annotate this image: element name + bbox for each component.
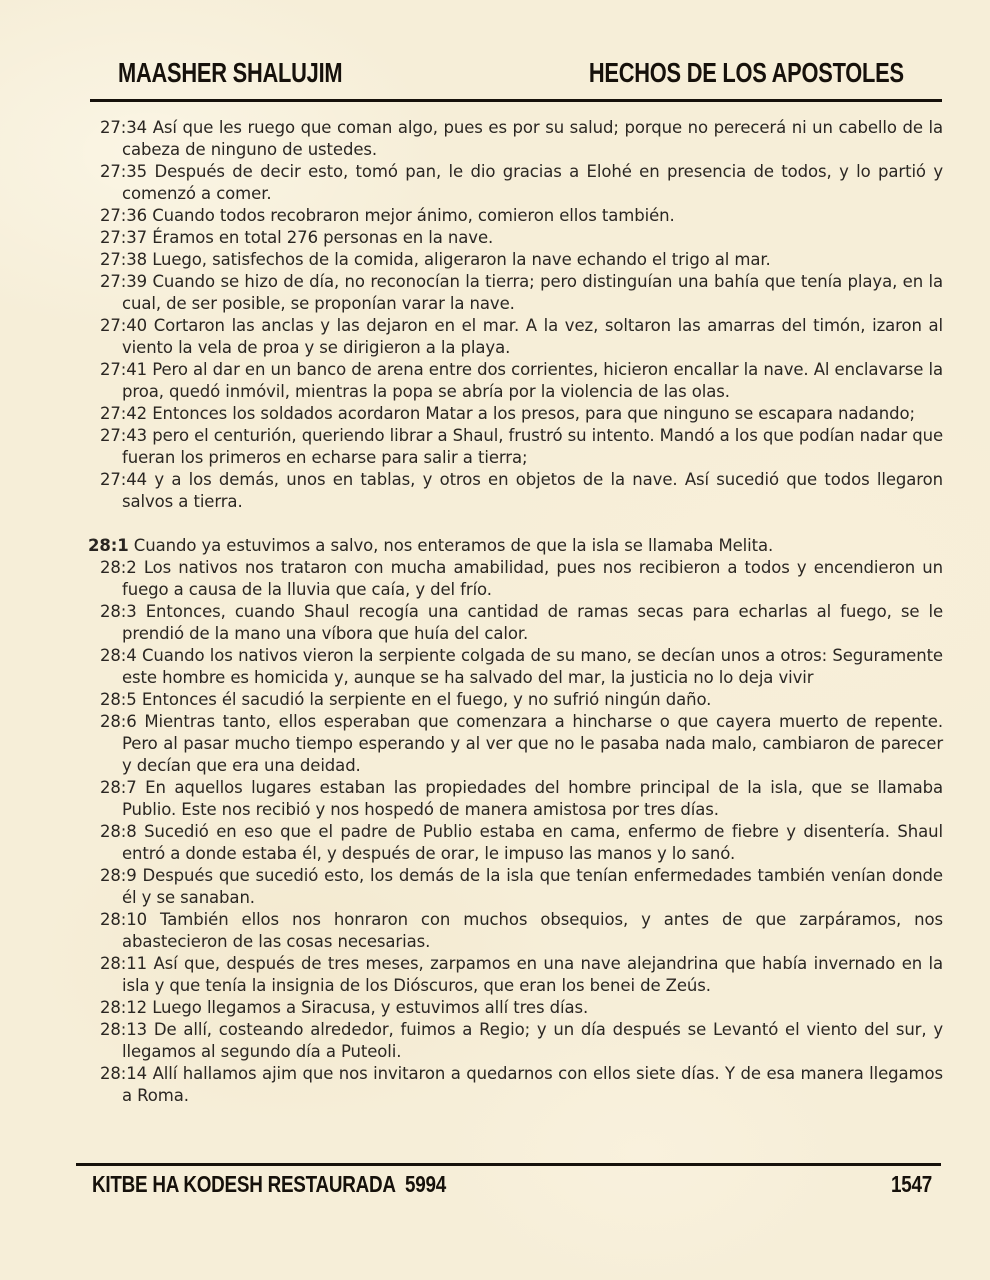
verse-number: 27:39 [100,272,148,291]
verse-text: Cuando se hizo de día, no reconocían la tierra; pero distinguían una bahía que tenía playa, en la cual, de ser posible, se proponían varar la nave. [122,272,943,313]
verse-paragraph [100,865,943,909]
verse-paragraph [100,1019,943,1063]
verse-paragraph [100,1063,943,1107]
verse-paragraph [100,161,943,205]
verse-number: 28:13 [100,1020,148,1039]
verse-number: 28:3 [100,602,137,621]
verse-text: pero el centurión, queriendo librar a Shaul, frustró su intento. Mandó a los que podían nadar que fueran los primeros en echarse para salir a tierra; [122,426,943,467]
verse-text: Así que les ruego que coman algo, pues es por su salud; porque no perecerá ni un cabello de la cabeza de ninguno de ustedes. [122,118,943,159]
verse-text: Así que, después de tres meses, zarpamos en una nave alejandrina que había invernado en la isla y que tenía la insignia de los Dióscuros, que eran los benei de Zeús. [122,954,944,995]
verse-paragraph [100,249,943,271]
verse-number: 28:8 [100,822,137,841]
verse-number: 28:1 [88,536,129,555]
page-footer [92,1171,932,1198]
verse-number: 28:5 [100,690,137,709]
footer-page-number: 1547 [891,1171,932,1197]
verse-paragraph [100,953,943,997]
verse-text: Cortaron las anclas y las dejaron en el mar. A la vez, soltaron las amarras del timón, izaron al viento la vela de proa y se dirigieron a la playa. [122,316,943,357]
verse-text: Pero al dar en un banco de arena entre dos corrientes, hicieron encallar la nave. Al enclavarse la proa, quedó inmóvil, mientras la popa se abría por la violencia de las olas. [122,360,943,401]
verse-number: 27:35 [100,162,148,181]
verse-text: Sucedió en eso que el padre de Publio estaba en cama, enfermo de fiebre y disentería. Shaul entró a donde estaba él, y después de orar, le impuso las manos y lo sanó. [122,822,943,863]
header-left-title: MAASHER SHALUJIM [118,57,343,88]
verse-text: Entonces los soldados acordaron Matar a los presos, para que ninguno se escapara nadando; [152,404,915,423]
header-right-title: HECHOS DE LOS APOSTOLES [589,57,904,88]
verse-number: 27:43 [100,426,148,445]
verse-text: Los nativos nos trataron con mucha amabilidad, pues nos recibieron a todos y encendieron un fuego a causa de la lluvia que caía, y del frío. [122,558,943,599]
verse-paragraph [100,117,943,161]
verse-paragraph [100,469,943,513]
verse-text: Mientras tanto, ellos esperaban que comenzara a hincharse o que cayera muerto de repente. Pero al pasar mucho tiempo esperando y al ver que no le pasaba nada malo, cambiaron de parecer y decían que era una deidad. [122,712,943,775]
verse-number: 27:34 [100,118,148,137]
verse-text: En aquellos lugares estaban las propiedades del hombre principal de la isla, que se llamaba Publio. Este nos recibió y nos hospedó de manera amistosa por tres días. [122,778,943,819]
verse-text: Cuando todos recobraron mejor ánimo, comieron ellos también. [152,206,675,225]
verse-number: 27:44 [100,470,148,489]
verse-paragraph [100,689,943,711]
verse-text: Luego llegamos a Siracusa, y estuvimos allí tres días. [152,998,589,1017]
verse-number: 27:37 [100,228,148,247]
verse-paragraph [100,909,943,953]
verse-paragraph [100,403,943,425]
verse-paragraph [100,271,943,315]
header-divider-rule [90,99,942,102]
verse-paragraph [100,425,943,469]
footer-edition-label: KITBE HA KODESH RESTAURADA 5994 [92,1171,447,1197]
verse-paragraph [100,711,943,777]
verse-text: Después de decir esto, tomó pan, le dio gracias a Elohé en presencia de todos, y lo partió y comenzó a comer. [122,162,943,203]
verse-text: Entonces, cuando Shaul recogía una cantidad de ramas secas para echarlas al fuego, se le prendió de la mano una víbora que huía del calor. [122,602,943,643]
verse-text: y a los demás, unos en tablas, y otros en objetos de la nave. Así sucedió que todos llegaron salvos a tierra. [122,470,943,511]
verse-text: Cuando los nativos vieron la serpiente colgada de su mano, se decían unos a otros: Seguramente este hombre es homicida y, aunque se ha salvado del mar, la justicia no lo deja vivir [122,646,943,687]
verse-paragraph [100,315,943,359]
verse-number: 27:38 [100,250,148,269]
verse-number: 28:4 [100,646,137,665]
verse-text: También ellos nos honraron con muchos obsequios, y antes de que zarpáramos, nos abastecieron de las cosas necesarias. [122,910,943,951]
verse-number: 28:2 [100,558,137,577]
verse-number: 28:12 [100,998,148,1017]
verse-text: Entonces él sacudió la serpiente en el fuego, y no sufrió ningún daño. [141,690,712,709]
verse-paragraph [100,645,943,689]
page-header [118,57,904,87]
verse-number: 28:9 [100,866,137,885]
verse-number: 28:7 [100,778,137,797]
verse-number: 28:10 [100,910,148,929]
verse-text: Allí hallamos ajim que nos invitaron a quedarnos con ellos siete días. Y de esa manera llegamos a Roma. [122,1064,943,1105]
verse-number: 28:14 [100,1064,148,1083]
verse-paragraph [88,535,943,557]
verse-paragraph [100,557,943,601]
footer-divider-rule [76,1163,941,1166]
verse-number: 27:40 [100,316,148,335]
verse-paragraph [100,227,943,249]
verse-text: Después que sucedió esto, los demás de la isla que tenían enfermedades también venían donde él y se sanaban. [122,866,943,907]
verse-text: Éramos en total 276 personas en la nave. [152,228,494,247]
verse-paragraph [100,997,943,1019]
verse-number: 28:11 [100,954,148,973]
verse-number: 27:41 [100,360,148,379]
verse-text: Cuando ya estuvimos a salvo, nos enteramos de que la isla se llamaba Melita. [133,536,774,555]
verse-paragraph [100,821,943,865]
verse-list [88,117,944,1107]
verse-number: 27:36 [100,206,148,225]
verse-text: De allí, costeando alrededor, fuimos a Regio; y un día después se Levantó el viento del sur, y llegamos al segundo día a Puteoli. [122,1020,943,1061]
verse-paragraph [100,777,943,821]
verse-text: Luego, satisfechos de la comida, aligeraron la nave echando el trigo al mar. [152,250,771,269]
verse-paragraph [100,601,943,645]
verse-number: 28:6 [100,712,137,731]
verse-paragraph [100,205,943,227]
verse-number: 27:42 [100,404,148,423]
verse-paragraph [100,359,943,403]
